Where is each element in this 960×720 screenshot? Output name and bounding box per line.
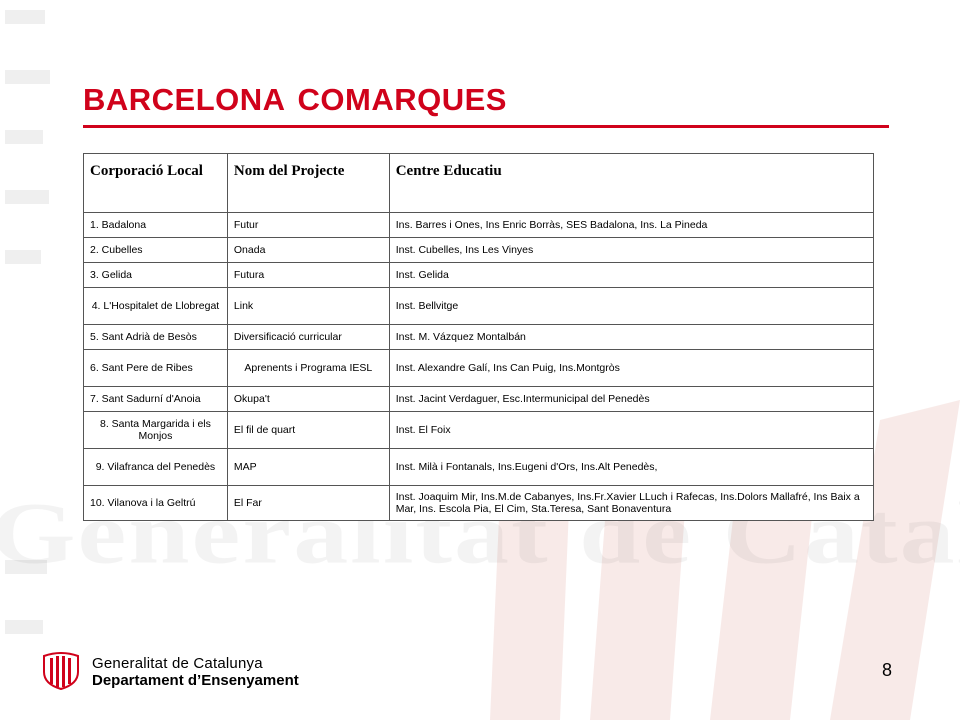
department-name: Departament d’Ensenyament (92, 672, 299, 689)
cell-corporacio: 10. Vilanova i la Geltrú (84, 486, 228, 521)
table-row (84, 288, 874, 325)
cell-centre: Inst. Alexandre Galí, Ins Can Puig, Ins.Montgròs (389, 350, 873, 387)
cell-corporacio: 5. Sant Adrià de Besòs (84, 325, 228, 350)
title-underline (83, 125, 889, 128)
header-corporacio-local: Corporació Local (84, 154, 228, 213)
cell-centre: Inst. Bellvitge (389, 288, 873, 325)
cell-corporacio: 2. Cubelles (84, 238, 228, 263)
cell-corporacio: 1. Badalona (84, 213, 228, 238)
watermark-left-icon (0, 0, 60, 720)
table-row (84, 238, 874, 263)
table-row (84, 412, 874, 449)
cell-centre: Inst. M. Vázquez Montalbán (389, 325, 873, 350)
table-row (84, 486, 874, 521)
cell-corporacio: 3. Gelida (84, 263, 228, 288)
slide-title: BARCELONA COMARQUES (83, 82, 507, 117)
cell-centre: Ins. Barres i Ones, Ins Enric Borràs, SES Badalona, Ins. La Pineda (389, 213, 873, 238)
cell-projecte: Futura (227, 263, 389, 288)
page-number: 8 (882, 660, 893, 680)
cell-centre: Inst. Gelida (389, 263, 873, 288)
header-centre-educatiu: Centre Educatiu (389, 154, 873, 213)
cell-centre: Inst. El Foix (389, 412, 873, 449)
cell-corporacio: 4. L'Hospitalet de Llobregat (84, 288, 228, 325)
cell-centre: Inst. Cubelles, Ins Les Vinyes (389, 238, 873, 263)
table-row (84, 263, 874, 288)
cell-projecte: Futur (227, 213, 389, 238)
cell-projecte: Onada (227, 238, 389, 263)
table-row (84, 350, 874, 387)
cell-corporacio: 9. Vilafranca del Penedès (84, 449, 228, 486)
cell-projecte: MAP (227, 449, 389, 486)
cell-corporacio: 6. Sant Pere de Ribes (84, 350, 228, 387)
generalitat-logo-icon (40, 652, 82, 690)
cell-centre: Inst. Joaquim Mir, Ins.M.de Cabanyes, Ins.Fr.Xavier LLuch i Rafecas, Ins.Dolors Mallafré, Ins Baix a Mar, Ins. Escola Pia, El Cim, Sta.Teresa, Sant Bonaventura (389, 486, 873, 521)
cell-projecte: Aprenents i Programa IESL (227, 350, 389, 387)
cell-projecte: El fil de quart (227, 412, 389, 449)
cell-centre: Inst. Jacint Verdaguer, Esc.Intermunicipal del Penedès (389, 387, 873, 412)
cell-projecte: Diversificació curricular (227, 325, 389, 350)
cell-projecte: Okupa't (227, 387, 389, 412)
cell-corporacio: 7. Sant Sadurní d'Anoia (84, 387, 228, 412)
cell-projecte: Link (227, 288, 389, 325)
table-row (84, 387, 874, 412)
table-row (84, 449, 874, 486)
table-header-row (84, 154, 874, 213)
header-nom-projecte: Nom del Projecte (227, 154, 389, 213)
cell-projecte: El Far (227, 486, 389, 521)
projects-table (83, 153, 874, 521)
table-row (84, 213, 874, 238)
cell-corporacio: 8. Santa Margarida i els Monjos (84, 412, 228, 449)
cell-centre: Inst. Milà i Fontanals, Ins.Eugeni d'Ors, Ins.Alt Penedès, (389, 449, 873, 486)
table-row (84, 325, 874, 350)
org-name: Generalitat de Catalunya (92, 655, 263, 672)
